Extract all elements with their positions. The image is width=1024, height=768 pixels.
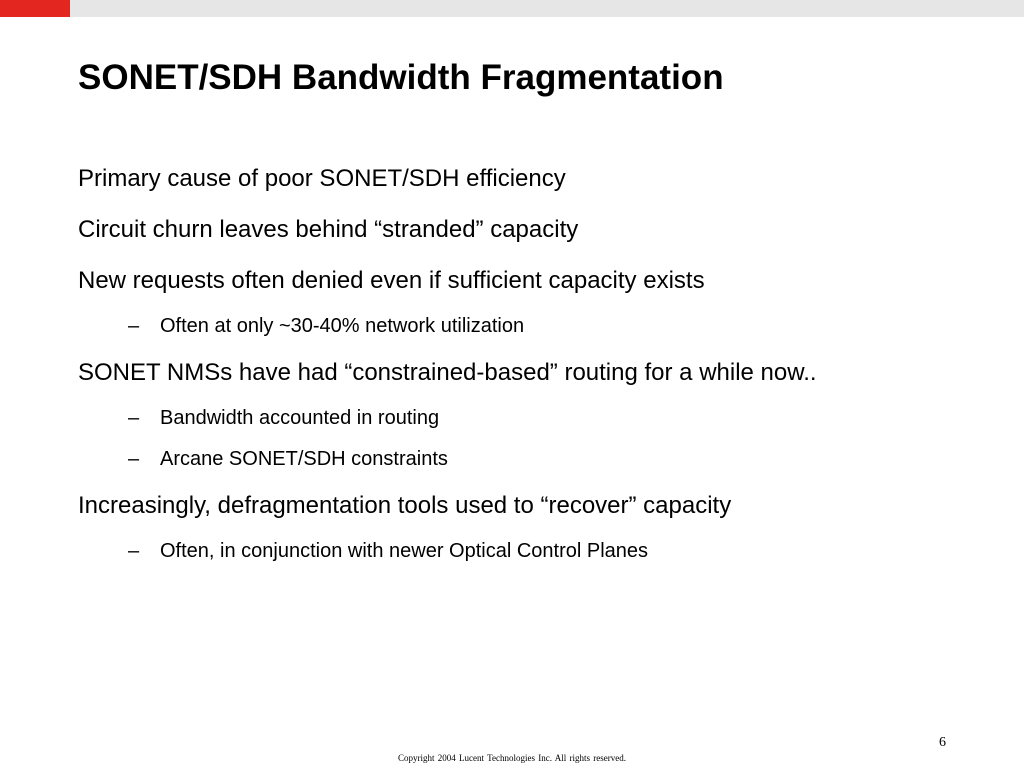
sub-bullet-text: Often, in conjunction with newer Optical Control Planes (160, 540, 649, 562)
dash-marker: – (128, 448, 140, 470)
top-accent-block (0, 0, 70, 17)
sub-bullet-item (78, 313, 1008, 339)
sub-bullet-item (78, 405, 1008, 431)
page-number: 6 (939, 735, 946, 750)
sub-bullet-item (78, 446, 1008, 472)
bullet-item: Increasingly, defragmentation tools used to “recover” capacity (78, 492, 732, 519)
dash-marker: – (128, 540, 140, 562)
bullet-item: SONET NMSs have had “constrained-based” routing for a while now.. (78, 359, 817, 386)
bullet-list (78, 164, 1008, 583)
bullet-item: New requests often denied even if sufficient capacity exists (78, 267, 705, 294)
dash-marker: – (128, 407, 140, 429)
slide-title: SONET/SDH Bandwidth Fragmentation (78, 58, 724, 97)
sub-bullet-text: Often at only ~30-40% network utilization (160, 315, 525, 337)
sub-bullet-text: Arcane SONET/SDH constraints (160, 448, 448, 470)
top-bar (0, 0, 1024, 17)
dash-marker: – (128, 315, 140, 337)
sub-bullet-text: Bandwidth accounted in routing (160, 407, 440, 429)
bullet-item: Circuit churn leaves behind “stranded” capacity (78, 216, 579, 243)
copyright-notice: Copyright 2004 Lucent Technologies Inc. All rights reserved. (398, 753, 626, 763)
bullet-item: Primary cause of poor SONET/SDH efficiency (78, 165, 566, 192)
sub-bullet-item (78, 538, 1008, 564)
